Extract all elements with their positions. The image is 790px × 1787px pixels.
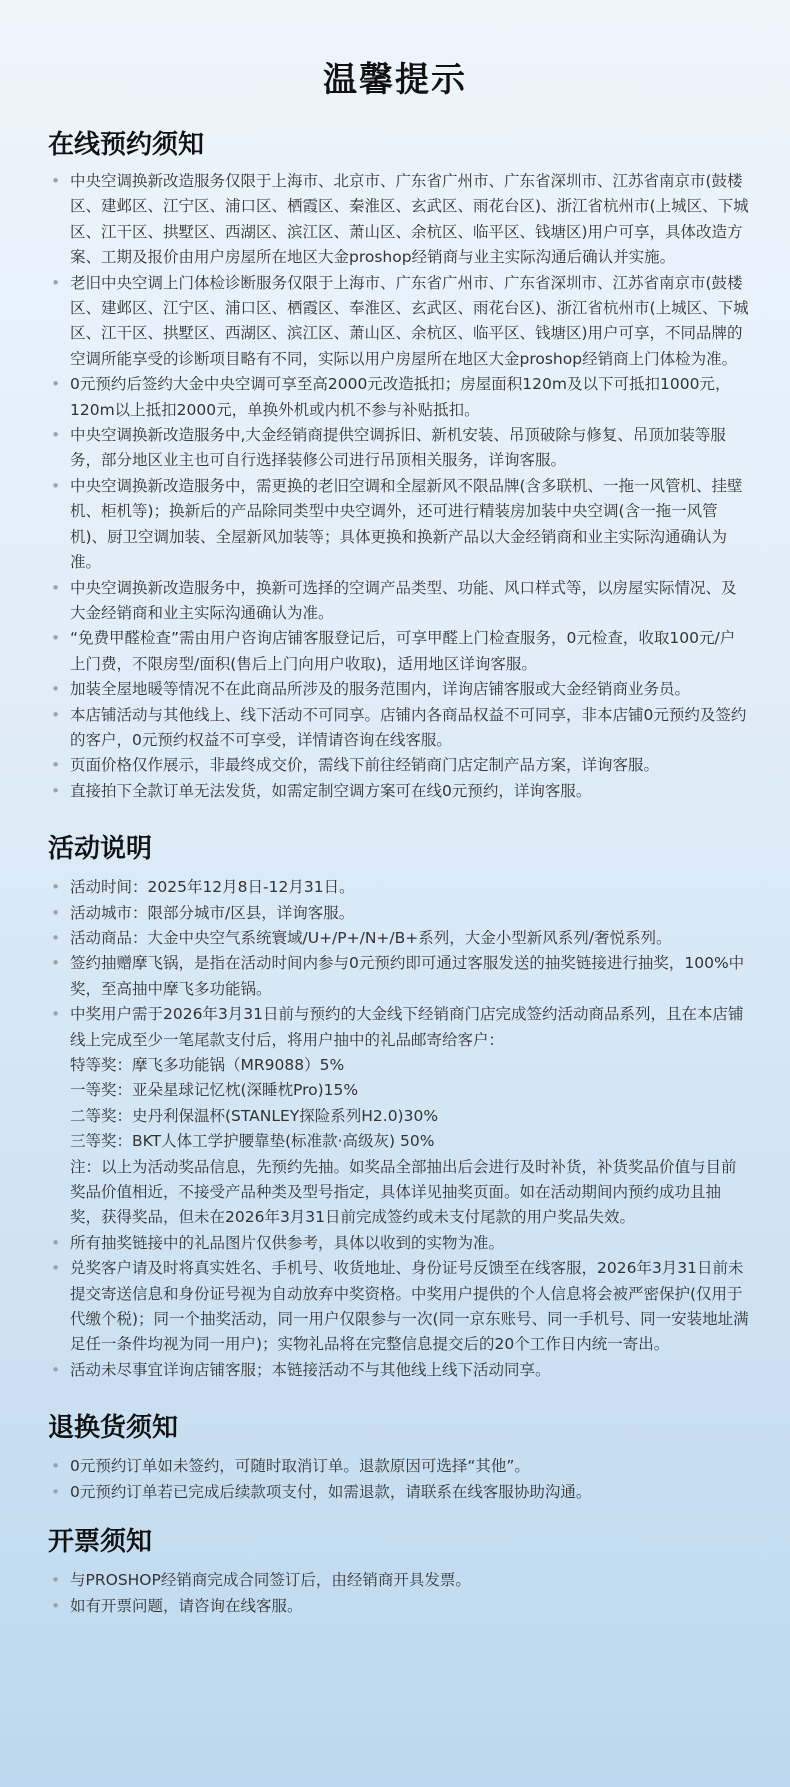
list-item: • 页面价格仅作展示，非最终成交价，需线下前往经销商门店定制产品方案，详询客服。 xyxy=(48,753,750,778)
section-activity xyxy=(48,828,750,1383)
list-item: • 中央空调换新改造服务中，需更换的老旧空调和全屋新风不限品牌(含多联机、一拖一风管机、挂壁机、柜机等)；换新后的产品除同类型中央空调外，还可进行精装房加装中央空调(含一拖一风管机)、厨卫空调加装、全屋新风加装等；具体更换和换新产品以大金经销商和业主实际沟通确认为准。 xyxy=(48,474,750,576)
prize-second: 二等奖：史丹利保温杯(STANLEY探险系列H2.0)30% xyxy=(70,1106,439,1125)
prize-first: 一等奖：亚朵星球记忆枕(深睡枕Pro)15% xyxy=(70,1081,359,1100)
prize-grand: 特等奖：摩飞多功能锅（MR9088）5% xyxy=(70,1056,345,1074)
prize-list-item xyxy=(48,1002,750,1231)
list-item: • 0元预约后签约大金中央空调可享至高2000元改造抵扣；房屋面积120m及以下可抵扣1000元，120m以上抵扣2000元，单换外机或内机不参与补贴抵扣。 xyxy=(48,372,750,423)
list-item: • 兑奖客户请及时将真实姓名、手机号、收货地址、身份证号反馈至在线客服，2026年3月31日前未提交寄送信息和身份证号视为自动放弃中奖资格。中奖用户提供的个人信息将会被严密保护(仅用于代缴个税)；同一个抽奖活动，同一用户仅限参与一次(同一京东账号、同一手机号、同一安装地址满足任一条件均视为同一用户)；实物礼品将在完整信息提交后的20个工作日内统一寄出。 xyxy=(48,1256,750,1358)
list-item: • 老旧中央空调上门体检诊断服务仅限于上海市、广东省广州市、广东省深圳市、江苏省南京市(鼓楼区、建邺区、江宁区、浦口区、栖霞区、奉淮区、玄武区、雨花台区)、浙江省杭州市(上城区、下城区、江干区、拱墅区、西湖区、滨江区、萧山区、余杭区、临平区、钱塘区)用户可享，不同品牌的空调所能享受的诊断项目略有不同，实际以用户房屋所在地区大金proshop经销商上门体检为准。 xyxy=(48,271,750,373)
list-item: • 与PROSHOP经销商完成合同签订后，由经销商开具发票。 xyxy=(48,1568,750,1593)
section-heading: 开票须知 xyxy=(48,1527,153,1558)
section-online-booking xyxy=(48,124,750,804)
section-returns xyxy=(48,1407,750,1505)
list-item: • “免费甲醛检查”需由用户咨询店铺客服登记后，可享甲醛上门检查服务，0元检查，收取100元/户上门费，不限房型/面积(售后上门向用户收取)，适用地区详询客服。 xyxy=(48,626,750,677)
section-heading: 退换货须知 xyxy=(48,1413,179,1444)
list-item: • 本店铺活动与其他线上、线下活动不可同享。店铺内各商品权益不可同享，非本店铺0元预约及签约的客户，0元预约权益不可享受，详情请咨询在线客服。 xyxy=(48,703,750,754)
list-item: • 加装全屋地暖等情况不在此商品所涉及的服务范围内，详询店铺客服或大金经销商业务员。 xyxy=(48,677,750,702)
list-item: • 所有抽奖链接中的礼品图片仅供参考，具体以收到的实物为准。 xyxy=(48,1231,750,1256)
bullet-list xyxy=(48,1568,750,1619)
list-item: • 中央空调换新改造服务中，换新可选择的空调产品类型、功能、风口样式等，以房屋实际情况、及大金经销商和业主实际沟通确认为准。 xyxy=(48,576,750,627)
prize-note: 注：以上为活动奖品信息，先预约先抽。如奖品全部抽出后会进行及时补货，补货奖品价值与目前奖品价值相近，不接受产品种类及型号指定，具体详见抽奖页面。如在活动期间内预约成功且抽奖，获得奖品，但未在2026年3月31日前完成签约或未支付尾款的用户奖品失效。 xyxy=(70,1157,737,1227)
bullet-list xyxy=(48,875,750,1383)
bullet-list xyxy=(48,1454,750,1505)
section-heading: 活动说明 xyxy=(48,834,153,865)
bullet-list xyxy=(48,169,750,804)
list-item: • 直接拍下全款订单无法发货，如需定制空调方案可在线0元预约，详询客服。 xyxy=(48,779,750,804)
section-heading: 在线预约须知 xyxy=(48,130,205,160)
list-item: • 活动城市：限部分城市/区县，详询客服。 xyxy=(48,901,750,926)
list-item: • 中央空调换新改造服务仅限于上海市、北京市、广东省广州市、广东省深圳市、江苏省南京市(鼓楼区、建邺区、江宁区、浦口区、栖霞区、秦淮区、玄武区、雨花台区)、浙江省杭州市(上城区、下城区、江干区、拱墅区、西湖区、滨江区、萧山区、余杭区、临平区、钱塘区)用户可享，具体改造方案、工期及报价由用户房屋所在地区大金proshop经销商与业主实际沟通后确认并实施。 xyxy=(48,169,750,271)
prize-intro: • 中奖用户需于2026年3月31日前与预约的大金线下经销商门店完成签约活动商品系列，且在本店铺线上完成至少一笔尾款支付后，将用户抽中的礼品邮寄给客户： xyxy=(70,1005,744,1049)
list-item: • 中央空调换新改造服务中,大金经销商提供空调拆旧、新机安装、吊顶破除与修复、吊顶加装等服务，部分地区业主也可自行选择装修公司进行吊顶相关服务，详询客服。 xyxy=(48,423,750,474)
page-title: 温馨提示 xyxy=(323,60,467,100)
prize-third: 三等奖：BKT人体工学护腰靠垫(标准款·高级灰) 50% xyxy=(70,1132,435,1151)
list-item: • 0元预约订单若已完成后续款项支付，如需退款，请联系在线客服协助沟通。 xyxy=(48,1480,750,1505)
list-item: • 活动商品：大金中央空气系统寰域/U+/P+/N+/B+系列，大金小型新风系列/奢悦系列。 xyxy=(48,926,750,951)
section-invoice xyxy=(48,1521,750,1619)
list-item: • 0元预约订单如未签约，可随时取消订单。退款原因可选择“其他”。 xyxy=(48,1454,750,1479)
list-item: • 活动未尽事宜详询店铺客服；本链接活动不与其他线上线下活动同享。 xyxy=(48,1358,750,1383)
list-item: • 活动时间：2025年12月8日-12月31日。 xyxy=(48,875,750,900)
list-item: • 如有开票问题，请咨询在线客服。 xyxy=(48,1594,750,1619)
list-item: • 签约抽赠摩飞锅，是指在活动时间内参与0元预约即可通过客服发送的抽奖链接进行抽奖，100%中奖，至高抽中摩飞多功能锅。 xyxy=(48,951,750,1002)
